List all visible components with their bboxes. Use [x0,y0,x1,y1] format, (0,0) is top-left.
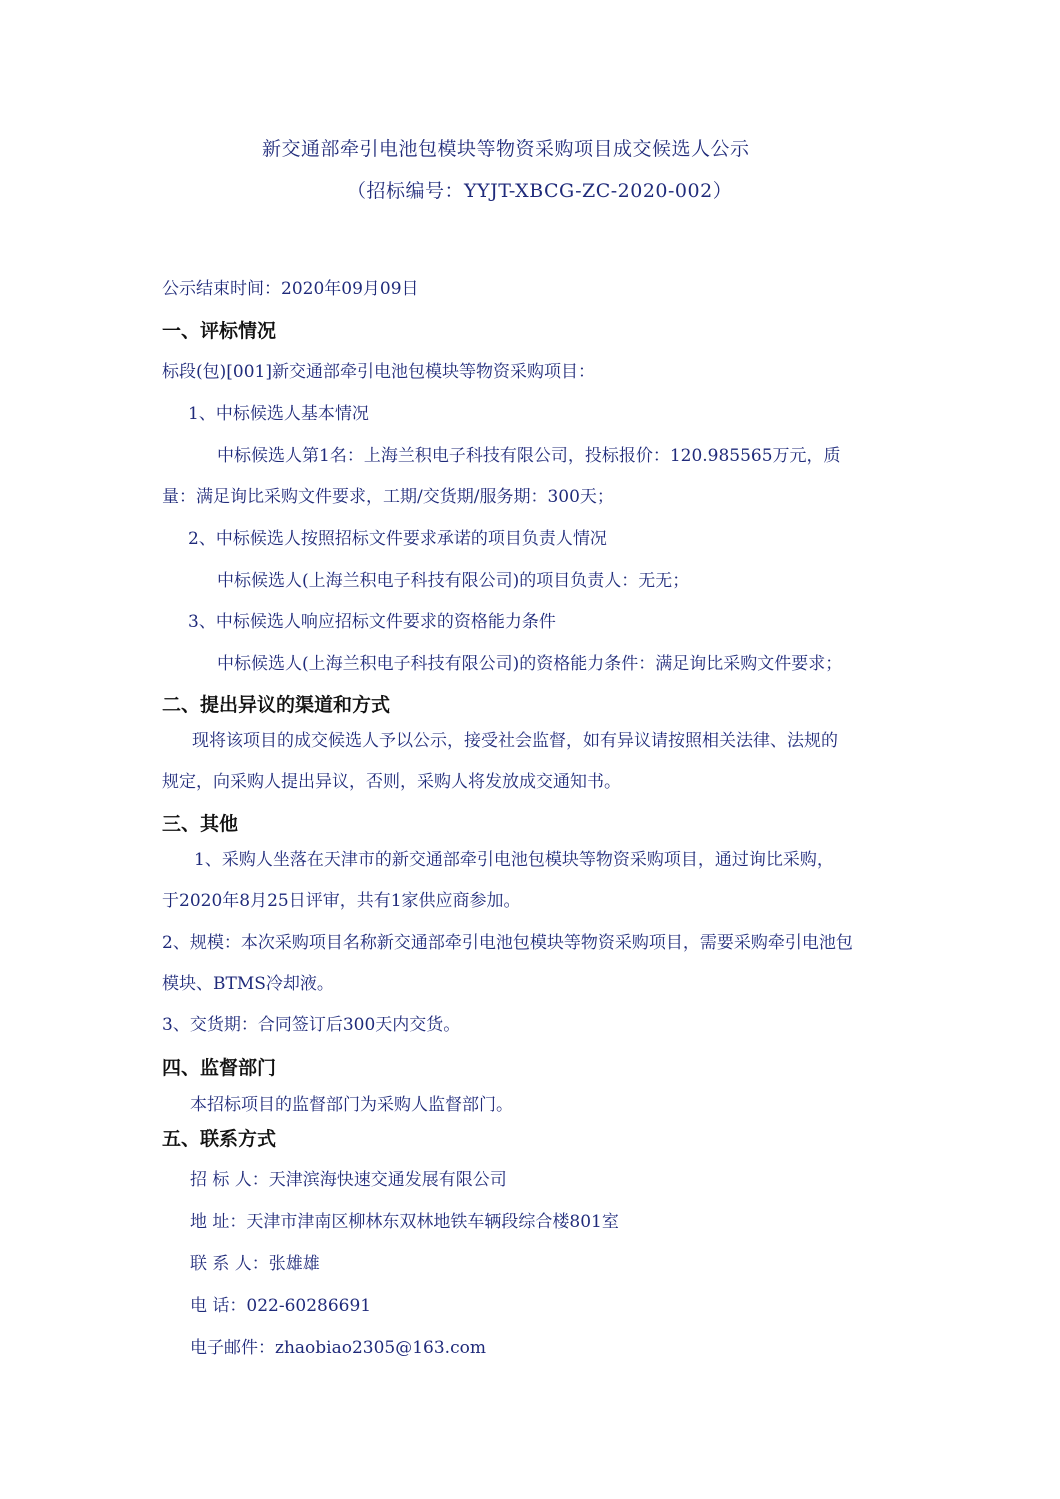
contact-email[interactable]: 电子邮件：zhaobiao2305@163.com [190,1338,486,1358]
section-2-heading: 二、提出异议的渠道和方式 [162,694,391,716]
s1-item1-line2: 量：满足询比采购文件要求，工期/交货期/服务期：300天； [162,487,614,507]
document-title: 新交通部牵引电池包模块等物资采购项目成交候选人公示 [262,138,750,160]
s1-item3-line1: 中标候选人(上海兰积电子科技有限公司)的资格能力条件：满足询比采购文件要求； [217,654,843,674]
s1-item1-title: 1、中标候选人基本情况 [188,404,369,424]
s1-item1-line1: 中标候选人第1名：上海兰积电子科技有限公司，投标报价：120.985565万元，质 [217,446,841,466]
end-time: 公示结束时间：2020年09月09日 [162,279,419,299]
section-5-heading: 五、联系方式 [162,1128,277,1150]
contact-person: 联 系 人：张雄雄 [190,1254,320,1274]
document-subtitle: （招标编号：YYJT-XBCG-ZC-2020-002） [347,180,733,202]
lot-line: 标段(包)[001]新交通部牵引电池包模块等物资采购项目： [162,362,595,382]
s3-line3: 2、规模：本次采购项目名称新交通部牵引电池包模块等物资采购项目，需要采购牵引电池包 [162,933,853,953]
s3-line4: 模块、BTMS冷却液。 [162,974,334,994]
s2-line1: 现将该项目的成交候选人予以公示，接受社会监督，如有异议请按照相关法律、法规的 [192,731,838,751]
s2-line2: 规定，向采购人提出异议，否则，采购人将发放成交通知书。 [162,772,621,792]
section-1-heading: 一、评标情况 [162,320,277,342]
s1-item2-title: 2、中标候选人按照招标文件要求承诺的项目负责人情况 [188,529,607,549]
section-3-heading: 三、其他 [162,813,239,835]
s1-item3-title: 3、中标候选人响应招标文件要求的资格能力条件 [188,612,556,632]
s1-item2-line1: 中标候选人(上海兰积电子科技有限公司)的项目负责人：无无； [217,571,690,591]
contact-phone: 电 话：022-60286691 [190,1296,372,1316]
contact-bidder: 招 标 人：天津滨海快速交通发展有限公司 [190,1170,507,1190]
s3-line2: 于2020年8月25日评审，共有1家供应商参加。 [162,891,521,911]
s3-line5: 3、交货期：合同签订后300天内交货。 [162,1015,461,1035]
contact-address: 地 址：天津市津南区柳林东双林地铁车辆段综合楼801室 [190,1212,619,1232]
s4-line1: 本招标项目的监督部门为采购人监督部门。 [190,1095,513,1115]
section-4-heading: 四、监督部门 [162,1057,277,1079]
s3-line1: 1、采购人坐落在天津市的新交通部牵引电池包模块等物资采购项目，通过询比采购， [194,850,834,870]
